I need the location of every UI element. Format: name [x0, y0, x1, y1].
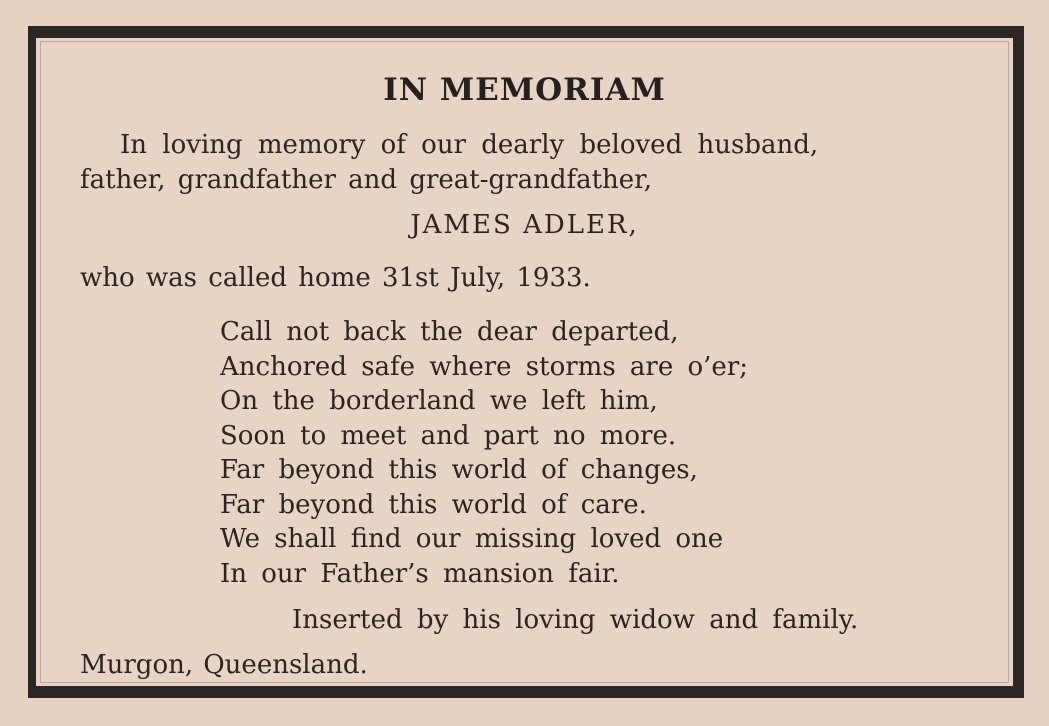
verse-line: Far beyond this world of care.	[220, 489, 647, 520]
memorial-verse	[220, 315, 748, 591]
inserted-by-line: Inserted by his loving widow and family.	[292, 605, 859, 635]
tribute-line-1: In loving memory of our dearly beloved husband,	[120, 130, 819, 160]
verse-line: Soon to meet and part no more.	[220, 420, 677, 451]
memorial-notice-frame	[28, 26, 1024, 698]
notice-title: IN MEMORIAM	[383, 72, 666, 108]
verse-line: Call not back the dear departed,	[220, 317, 679, 347]
place-line: Murgon, Queensland.	[80, 650, 368, 680]
deceased-name: JAMES ADLER,	[410, 210, 639, 240]
verse-line: Anchored safe where storms are o’er;	[220, 351, 748, 382]
verse-line: In our Father’s mansion fair.	[220, 558, 620, 589]
tribute-line-2: father, grandfather and great-grandfather,	[80, 165, 653, 195]
called-home-line: who was called home 31st July, 1933.	[80, 263, 591, 293]
verse-line: We shall find our missing loved one	[220, 524, 724, 554]
verse-line: Far beyond this world of changes,	[220, 455, 698, 485]
verse-line: On the borderland we left him,	[220, 386, 658, 416]
